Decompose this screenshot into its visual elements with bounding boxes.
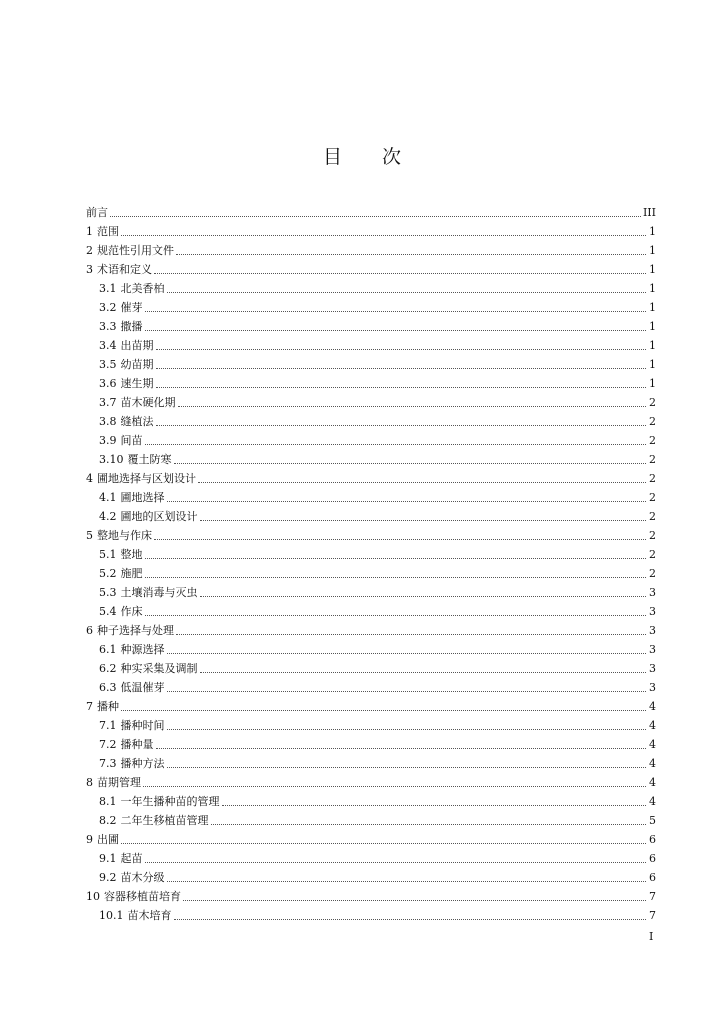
toc-page-number: 2: [649, 529, 656, 542]
toc-entry-label: 催芽: [120, 301, 143, 314]
toc-entry-label: 整地: [120, 548, 143, 561]
toc-entry[interactable]: [86, 257, 656, 276]
toc-entry[interactable]: [86, 827, 656, 846]
toc-entry-label: 间苗: [120, 434, 143, 447]
toc-subentry[interactable]: [86, 865, 656, 884]
toc-dot-leader: [222, 802, 647, 806]
toc-entry-number: 3: [86, 263, 93, 276]
toc-entry-label: 整地与作床: [97, 529, 152, 542]
toc-dot-leader: [178, 403, 647, 407]
toc-entry-label: 缝植法: [120, 415, 154, 428]
toc-subentry[interactable]: [86, 808, 656, 827]
toc-entry-label: 速生期: [120, 377, 154, 390]
toc-entry-number: 3.3: [99, 320, 117, 333]
toc-dot-leader: [167, 764, 647, 768]
toc-subentry[interactable]: [86, 428, 656, 447]
toc-page-number: 3: [649, 624, 656, 637]
toc-entry[interactable]: [86, 238, 656, 257]
toc-entry-label: 种源选择: [120, 643, 165, 656]
toc-dot-leader: [211, 821, 647, 825]
toc-dot-leader: [156, 365, 647, 369]
toc-subentry[interactable]: [86, 599, 656, 618]
toc-entry-number: 4: [86, 472, 93, 485]
toc-dot-leader: [167, 650, 647, 654]
toc-dot-leader: [176, 631, 646, 635]
toc-subentry[interactable]: [86, 276, 656, 295]
toc-dot-leader: [143, 783, 646, 787]
toc-entry-label: 出圃: [97, 833, 119, 846]
toc-dot-leader: [121, 707, 646, 711]
toc-entry-number: 1: [86, 225, 93, 238]
toc-entry-number: 10: [86, 890, 100, 903]
toc-entry-number: 3.6: [99, 377, 117, 390]
toc-dot-leader: [167, 498, 647, 502]
toc-entry-label: 播种时间: [120, 719, 165, 732]
toc-entry-number: 3.7: [99, 396, 117, 409]
toc-page-number: 3: [649, 605, 656, 618]
toc-entry-number: 2: [86, 244, 93, 257]
toc-dot-leader: [145, 327, 647, 331]
toc-entry-label: 播种量: [120, 738, 154, 751]
toc-dot-leader: [145, 612, 647, 616]
toc-entry[interactable]: [86, 884, 656, 903]
toc-entry-number: 3.10: [99, 453, 124, 466]
toc-dot-leader: [200, 593, 647, 597]
toc-page-number: 7: [649, 890, 656, 903]
toc-entry-label: 规范性引用文件: [97, 244, 174, 257]
toc-page-number: 1: [649, 244, 656, 257]
toc-entry-number: 7.1: [99, 719, 117, 732]
toc-dot-leader: [200, 669, 647, 673]
toc-dot-leader: [154, 536, 646, 540]
toc-dot-leader: [121, 840, 646, 844]
toc-page-number: 2: [649, 567, 656, 580]
toc-dot-leader: [156, 745, 647, 749]
toc-entry-number: 3.5: [99, 358, 117, 371]
toc-page-number: 4: [649, 757, 656, 770]
toc-page-number: 4: [649, 776, 656, 789]
table-of-contents: [86, 200, 656, 922]
toc-entry-label: 播种: [97, 700, 119, 713]
toc-entry-label: 苗木培育: [127, 909, 172, 922]
toc-entry-label: 二年生移植苗管理: [120, 814, 209, 827]
toc-entry-number: 9: [86, 833, 93, 846]
toc-dot-leader: [156, 384, 647, 388]
toc-dot-leader: [200, 517, 647, 521]
toc-entry[interactable]: [86, 523, 656, 542]
toc-page-number: 4: [649, 795, 656, 808]
toc-subentry[interactable]: [86, 789, 656, 808]
toc-page-number: 7: [649, 909, 656, 922]
toc-subentry[interactable]: [86, 580, 656, 599]
toc-subentry[interactable]: [86, 447, 656, 466]
toc-entry-label: 北美香柏: [120, 282, 165, 295]
toc-dot-leader: [174, 916, 647, 920]
toc-entry-label: 起苗: [120, 852, 143, 865]
toc-page-number: 2: [649, 510, 656, 523]
toc-page-number: 4: [649, 738, 656, 751]
toc-entry-number: 3.9: [99, 434, 117, 447]
toc-page-number: 2: [649, 548, 656, 561]
toc-page-number: 1: [649, 225, 656, 238]
toc-entry[interactable]: [86, 694, 656, 713]
toc-subentry[interactable]: [86, 656, 656, 675]
toc-subentry[interactable]: [86, 485, 656, 504]
toc-dot-leader: [154, 270, 646, 274]
toc-page-number: 2: [649, 453, 656, 466]
page-title: [0, 142, 724, 169]
toc-entry-label: 种子选择与处理: [97, 624, 174, 637]
toc-entry-label: 苗木分级: [120, 871, 165, 884]
toc-dot-leader: [121, 232, 646, 236]
toc-entry[interactable]: [86, 618, 656, 637]
toc-entry-number: 6.1: [99, 643, 117, 656]
toc-dot-leader: [156, 346, 647, 350]
toc-dot-leader: [198, 479, 646, 483]
toc-subentry[interactable]: [86, 903, 656, 922]
toc-page-number: 1: [649, 339, 656, 352]
toc-subentry[interactable]: [86, 561, 656, 580]
toc-entry-label: 术语和定义: [97, 263, 152, 276]
toc-subentry[interactable]: [86, 504, 656, 523]
toc-page-number: 1: [649, 301, 656, 314]
toc-page-number: 1: [649, 358, 656, 371]
toc-entry-number: 8.1: [99, 795, 117, 808]
toc-entry-label: 圃地选择与区划设计: [97, 472, 196, 485]
toc-entry-number: 7.2: [99, 738, 117, 751]
toc-entry-number: 9.2: [99, 871, 117, 884]
toc-entry-number: 5.2: [99, 567, 117, 580]
toc-entry-number: 5.4: [99, 605, 117, 618]
toc-entry-label: 撒播: [120, 320, 143, 333]
toc-entry-label: 播种方法: [120, 757, 165, 770]
toc-subentry[interactable]: [86, 637, 656, 656]
toc-entry-number: 3.1: [99, 282, 117, 295]
toc-dot-leader: [167, 878, 647, 882]
footer-page-number: I: [649, 930, 654, 943]
toc-subentry[interactable]: [86, 352, 656, 371]
toc-dot-leader: [167, 688, 647, 692]
toc-subentry[interactable]: [86, 751, 656, 770]
toc-dot-leader: [167, 289, 647, 293]
toc-entry-label: 圃地的区划设计: [120, 510, 198, 523]
toc-page-number: 2: [649, 415, 656, 428]
toc-entry-number: 5: [86, 529, 93, 542]
toc-entry-number: 6: [86, 624, 93, 637]
title-char-1: 目: [322, 146, 342, 168]
toc-entry[interactable]: [86, 200, 656, 219]
toc-page-number: 2: [649, 396, 656, 409]
toc-entry[interactable]: [86, 219, 656, 238]
toc-entry-label: 一年生播种苗的管理: [120, 795, 220, 808]
toc-dot-leader: [156, 422, 647, 426]
toc-dot-leader: [167, 726, 647, 730]
toc-entry-number: 9.1: [99, 852, 117, 865]
toc-subentry[interactable]: [86, 846, 656, 865]
toc-entry[interactable]: [86, 770, 656, 789]
toc-subentry[interactable]: [86, 314, 656, 333]
toc-subentry[interactable]: [86, 675, 656, 694]
toc-page-number: 5: [649, 814, 656, 827]
toc-entry-label: 苗木硬化期: [120, 396, 176, 409]
toc-subentry[interactable]: [86, 333, 656, 352]
toc-dot-leader: [145, 574, 647, 578]
toc-page-number: 2: [649, 472, 656, 485]
toc-page-number: 3: [649, 662, 656, 675]
toc-subentry[interactable]: [86, 732, 656, 751]
toc-entry[interactable]: [86, 466, 656, 485]
toc-entry-label: 低温催芽: [120, 681, 165, 694]
toc-page-number: 6: [649, 852, 656, 865]
toc-page-number: 3: [649, 643, 656, 656]
toc-entry-label: 前言: [86, 206, 108, 219]
toc-dot-leader: [145, 308, 647, 312]
toc-entry-label: 覆土防寒: [127, 453, 172, 466]
toc-entry-label: 圃地选择: [120, 491, 165, 504]
toc-page-number: 3: [649, 586, 656, 599]
toc-subentry[interactable]: [86, 713, 656, 732]
toc-entry-label: 出苗期: [120, 339, 154, 352]
toc-entry-number: 5.3: [99, 586, 117, 599]
title-char-2: 次: [382, 146, 402, 168]
toc-entry-number: 8: [86, 776, 93, 789]
toc-entry-number: 8.2: [99, 814, 117, 827]
toc-entry-number: 6.2: [99, 662, 117, 675]
toc-dot-leader: [183, 897, 646, 901]
toc-page-number: 6: [649, 871, 656, 884]
toc-entry-number: 4.1: [99, 491, 117, 504]
toc-entry-number: 3.8: [99, 415, 117, 428]
toc-page-number: 2: [649, 491, 656, 504]
toc-entry-number: 6.3: [99, 681, 117, 694]
toc-page-number: 1: [649, 320, 656, 333]
toc-subentry[interactable]: [86, 295, 656, 314]
toc-entry-number: 10.1: [99, 909, 124, 922]
toc-page-number: 1: [649, 282, 656, 295]
toc-subentry[interactable]: [86, 371, 656, 390]
toc-page-number: 1: [649, 377, 656, 390]
toc-dot-leader: [145, 859, 647, 863]
toc-subentry[interactable]: [86, 409, 656, 428]
toc-page-number: 4: [649, 719, 656, 732]
toc-entry-number: 5.1: [99, 548, 117, 561]
toc-entry-label: 范围: [97, 225, 119, 238]
toc-entry-label: 施肥: [120, 567, 143, 580]
toc-entry-label: 土壤消毒与灭虫: [120, 586, 198, 599]
toc-dot-leader: [176, 251, 646, 255]
toc-dot-leader: [145, 555, 647, 559]
toc-entry-number: 4.2: [99, 510, 117, 523]
toc-page-number: 1: [649, 263, 656, 276]
toc-subentry[interactable]: [86, 542, 656, 561]
toc-entry-label: 幼苗期: [120, 358, 154, 371]
toc-entry-label: 种实采集及调制: [120, 662, 198, 675]
toc-entry-label: 作床: [120, 605, 143, 618]
toc-entry-number: 3.4: [99, 339, 117, 352]
toc-dot-leader: [145, 441, 647, 445]
toc-entry-label: 苗期管理: [97, 776, 141, 789]
toc-dot-leader: [110, 213, 641, 217]
toc-subentry[interactable]: [86, 390, 656, 409]
toc-page-number: 4: [649, 700, 656, 713]
toc-entry-number: 3.2: [99, 301, 117, 314]
toc-dot-leader: [174, 460, 647, 464]
toc-page-number: 3: [649, 681, 656, 694]
toc-entry-number: 7: [86, 700, 93, 713]
toc-entry-label: 容器移植苗培育: [104, 890, 181, 903]
toc-page-number: III: [642, 206, 656, 219]
toc-page-number: 2: [649, 434, 656, 447]
toc-page-number: 6: [649, 833, 656, 846]
toc-entry-number: 7.3: [99, 757, 117, 770]
